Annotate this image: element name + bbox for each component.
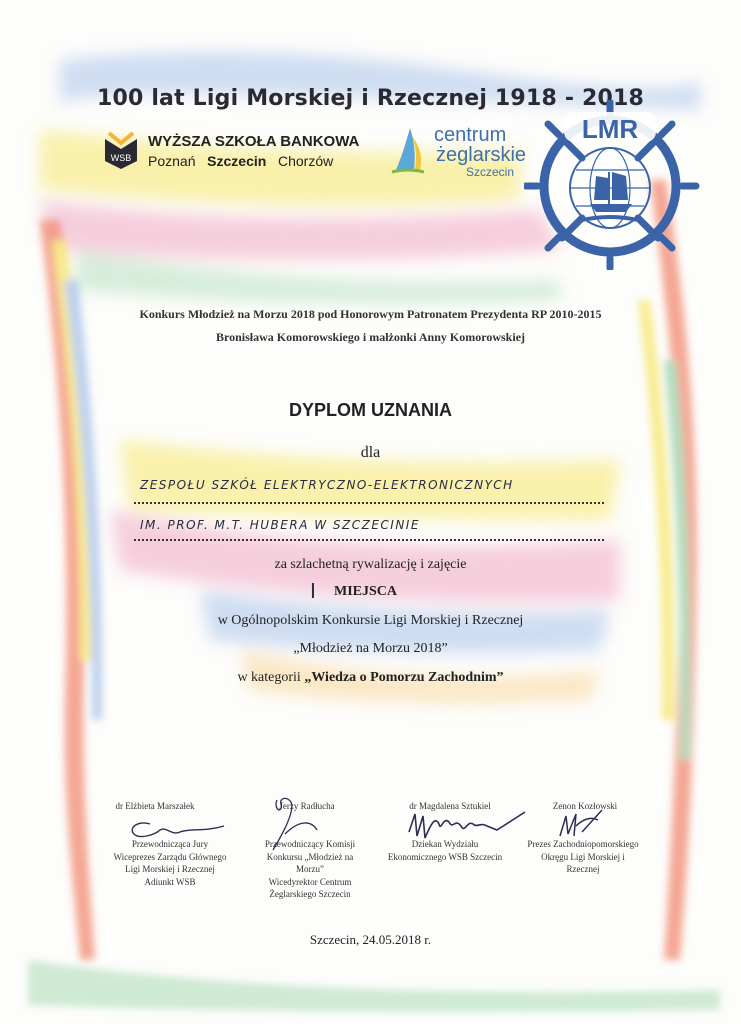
dotted-line-1 <box>134 502 604 504</box>
signature-2-icon <box>255 790 345 860</box>
wsb-logo-text: WSB <box>110 153 132 163</box>
patronage-line-1: Konkurs Młodzież na Morzu 2018 pod Honorowym Patronatem Prezydenta RP 2010-2015 <box>139 307 602 321</box>
wsb-cities <box>148 153 333 169</box>
category-prefix: w kategorii <box>237 670 305 685</box>
centenary-title: 100 lat Ligi Morskiej i Rzecznej 1918 - 2018 <box>96 86 645 111</box>
contest-text: w Ogólnopolskim Konkursie Ligi Morskiej i Rzecznej <box>217 613 524 628</box>
reason-text: za szlachetną rywalizację i zajęcie <box>274 557 467 572</box>
wsb-name: WYŻSZA SZKOŁA BANKOWA <box>148 133 360 150</box>
signatory-2-name: Jerzy Radłucha <box>279 801 335 811</box>
lmr-logo-text: LMR <box>581 114 639 144</box>
wsb-city-szczecin: Szczecin <box>207 153 267 169</box>
signature-3-icon <box>405 806 535 848</box>
wsb-city-poznan: Poznań <box>148 153 196 169</box>
for-word: dla <box>360 444 381 461</box>
dotted-line-2 <box>134 539 604 541</box>
place-and-date: Szczecin, 24.05.2018 r. <box>309 932 432 947</box>
diploma-heading: DYPLOM UZNANIA <box>289 400 452 420</box>
recipient-handwritten-line-2: IM. PROF. M.T. HUBERA W SZCZECINIE <box>140 518 420 532</box>
category-name: „Wiedza o Pomorzu Zachodnim” <box>304 670 504 685</box>
sail-icon <box>390 126 426 176</box>
centrum-city: Szczecin <box>466 165 515 179</box>
zeglarskie-word: żeglarskie <box>436 144 527 166</box>
patronage-line-2: Bronisława Komorowskiego i małżonki Anny Komorowskiej <box>215 330 526 344</box>
place-number-handwritten: I <box>310 579 316 603</box>
centrum-word: centrum <box>434 124 507 146</box>
signatory-3-role: Dziekan Wydziału Ekonomicznego WSB Szczecin <box>387 839 503 862</box>
signatory-4-name: Zenon Kozłowski <box>552 801 618 811</box>
wsb-logo-icon <box>103 131 139 171</box>
signatory-4-role: Prezes Zachodniopomorskiego Okręgu Ligi Morskiej i Rzecznej <box>527 839 639 874</box>
signatory-2-role: Przewodniczący Komisji Konkursu „Młodzież na Morzu” Wicedyrektor Centrum Żeglarskiego Szczecin <box>264 839 356 899</box>
category-text <box>0 670 741 686</box>
signatory-1-role: Przewodnicząca Jury Wiceprezes Zarządu Głównego Ligi Morskiej i Rzecznej Adiunkt WSB <box>113 839 227 887</box>
wsb-city-chorzow: Chorzów <box>277 153 334 169</box>
signatory-1-name: dr Elżbieta Marszałek <box>115 801 195 811</box>
lmr-ship-wheel-logo-icon <box>524 100 700 270</box>
signatory-3-name: dr Magdalena Sztukiel <box>409 801 491 811</box>
recipient-handwritten-line-1: ZESPOŁU SZKÓŁ ELEKTRYCZNO-ELEKTRONICZNYCH <box>140 478 514 492</box>
signature-1-icon <box>120 814 230 844</box>
contest-name: „Młodzież na Morzu 2018” <box>293 641 448 656</box>
place-word: MIEJSCA <box>334 584 398 599</box>
signature-4-icon <box>552 806 622 842</box>
